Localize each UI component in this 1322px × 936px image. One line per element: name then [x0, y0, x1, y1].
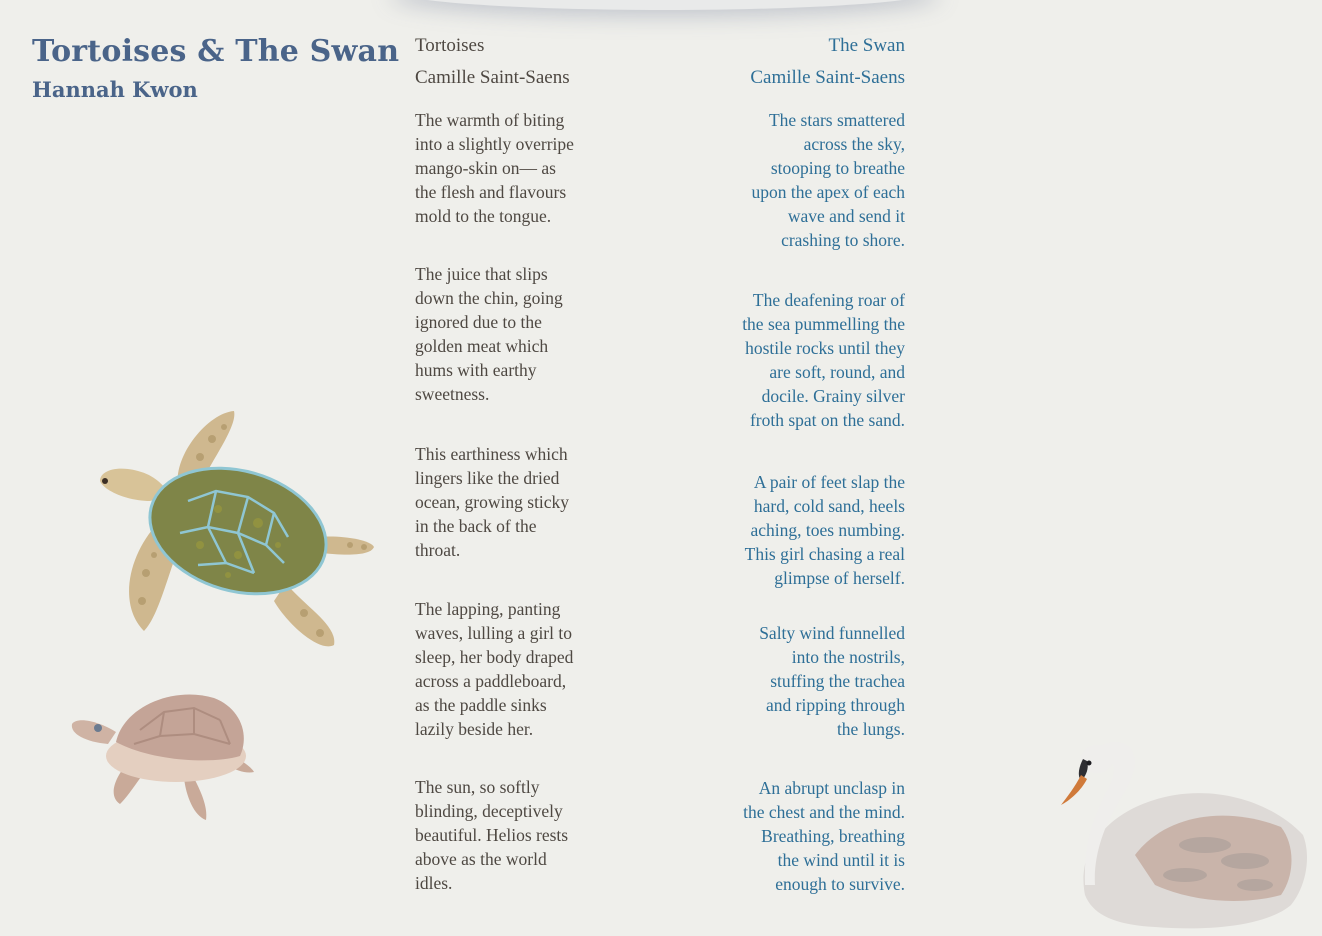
- stanza-tortoises-5: The sun, so softly blinding, deceptively beautiful. Helios rests above as the world idles.: [415, 777, 569, 893]
- poem-the-swan: [705, 34, 905, 894]
- stanza-swan-4: Salty wind funnelled into the nostrils, stuffing the trachea and ripping through the lungs.: [759, 623, 905, 739]
- poem-tortoises: [415, 34, 610, 893]
- stanza-tortoises-1: The warmth of biting into a slightly overripe mango-skin on— as the flesh and flavours mold to the tongue.: [415, 110, 574, 226]
- poem-title-swan: The Swan: [828, 35, 905, 56]
- stanza-swan-2: The deafening roar of the sea pummelling the hostile rocks until they are soft, round, and docile. Grainy silver froth spat on the sand.: [742, 290, 905, 430]
- top-shadow-decoration: [390, 0, 940, 10]
- swan-icon: [1055, 735, 1315, 935]
- sea-turtle-green-icon: [88, 405, 380, 655]
- stanza-tortoises-2: The juice that slips down the chin, going ignored due to the golden meat which hums with earthy sweetness.: [415, 264, 563, 404]
- stanza-swan-3: A pair of feet slap the hard, cold sand, heels aching, toes numbing. This girl chasing a real glimpse of herself.: [744, 472, 905, 588]
- page-author: Hannah Kwon: [32, 77, 198, 102]
- sea-turtle-brown-icon: [64, 686, 264, 826]
- poem-composer-tortoises: Camille Saint-Saens: [415, 67, 570, 88]
- poem-title-tortoises: Tortoises: [415, 35, 485, 56]
- poem-composer-swan: Camille Saint-Saens: [750, 67, 905, 88]
- stanza-swan-5: An abrupt unclasp in the chest and the mind. Breathing, breathing the wind until it is enough to survive.: [743, 778, 905, 894]
- stanza-swan-1: The stars smattered across the sky, stooping to breathe upon the apex of each wave and send it crashing to shore.: [751, 110, 905, 250]
- stanza-tortoises-4: The lapping, panting waves, lulling a girl to sleep, her body draped across a paddleboard, as the paddle sinks lazily beside her.: [415, 599, 574, 739]
- stanza-tortoises-3: This earthiness which lingers like the dried ocean, growing sticky in the back of the throat.: [415, 444, 570, 560]
- page-title: Tortoises & The Swan: [32, 34, 400, 69]
